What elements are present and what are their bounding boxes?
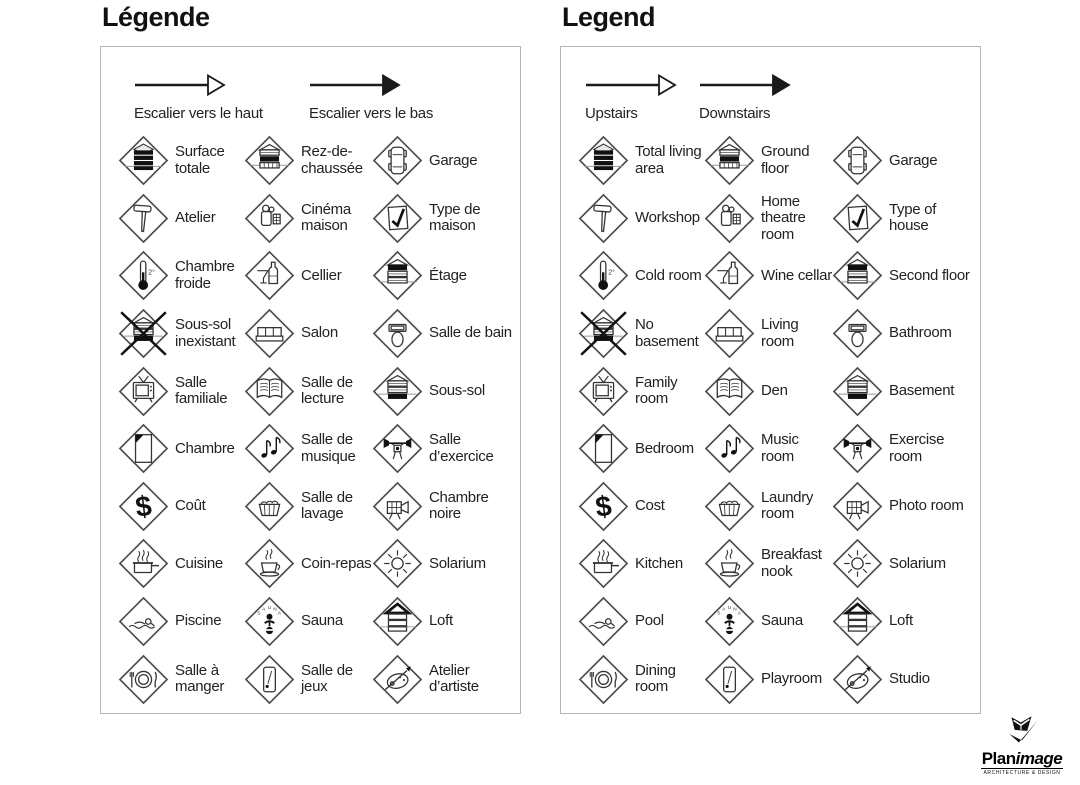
legend-item [704, 650, 832, 708]
legend-item-label: Type of house [889, 200, 937, 235]
legend-item-label: Chambre noire [429, 488, 489, 523]
stack-top-icon [372, 250, 423, 301]
legend-item-label: Bathroom [889, 324, 952, 342]
svg-text:U: U [727, 605, 732, 611]
legend-item [832, 593, 975, 651]
bed-icon [578, 423, 629, 474]
stack-ground-icon [704, 135, 755, 186]
legend-item-label: Cuisine [175, 554, 223, 572]
legend-item [704, 305, 832, 363]
legend-item [832, 247, 975, 305]
loft-icon [832, 596, 883, 647]
sun-icon [832, 538, 883, 589]
toilet-icon [832, 308, 883, 359]
barbell-icon [832, 423, 883, 474]
legend-item [244, 305, 372, 363]
legend-item [244, 478, 372, 536]
legend-item-label: Living room [761, 316, 799, 350]
legend-item-label: Garage [429, 151, 478, 169]
legend-item [244, 362, 372, 420]
legend-item-label: Bedroom [635, 439, 694, 457]
legend-item [704, 593, 832, 651]
legend-items-grid [118, 132, 515, 708]
legend-item [832, 362, 975, 420]
legend-item-label: Atelier [175, 209, 216, 227]
stack-bottom-icon [372, 366, 423, 417]
legend-item-label: Solarium [429, 554, 486, 572]
legend-item-label: Cold room [635, 266, 702, 284]
stairs-up-arrow-icon [585, 73, 677, 97]
legend-item [118, 190, 244, 248]
legend-item [372, 535, 515, 593]
legend-item [118, 247, 244, 305]
hammer-icon [118, 193, 169, 244]
svg-text:N: N [733, 607, 737, 613]
cup-icon [704, 538, 755, 589]
legend-item-label: Exercise room [889, 431, 945, 465]
legend-item-label: Coin-repas [301, 554, 372, 572]
stair-arrows-section [561, 47, 980, 131]
legend-item [372, 650, 515, 708]
stack-all-icon [118, 135, 169, 186]
legend-item-label: Den [761, 381, 788, 399]
legend-item [372, 190, 515, 248]
legend-item [578, 247, 704, 305]
legend-item [578, 535, 704, 593]
svg-text:S: S [257, 611, 261, 617]
stairs-down-arrow-icon [699, 73, 791, 97]
legend-item [118, 478, 244, 536]
legend-item [372, 593, 515, 651]
plate-icon [118, 654, 169, 705]
legend-item [244, 593, 372, 651]
legend-item-label: Surface totale [175, 143, 225, 177]
stair-arrow-solid [699, 73, 791, 122]
legend-item [118, 593, 244, 651]
legend-item-label: Loft [429, 612, 453, 630]
legend-item [704, 362, 832, 420]
legend-item-label: Family room [635, 373, 678, 408]
stack-top-icon [832, 250, 883, 301]
legend-item [118, 420, 244, 478]
hammer-icon [578, 193, 629, 244]
pool-table-icon [244, 654, 295, 705]
legend-item-label: Photo room [889, 497, 964, 515]
planimage-logo [972, 716, 1072, 776]
legend-item [372, 478, 515, 536]
pot-icon [578, 538, 629, 589]
planimage-logo-text [981, 750, 1064, 769]
stair-arrow-open [134, 73, 263, 122]
dollar-icon [578, 481, 629, 532]
legend-item [118, 650, 244, 708]
legend-item-label: Sous-sol [429, 381, 485, 399]
stack-bottom-icon [832, 366, 883, 417]
legend-item-label: Salle de lavage [301, 488, 353, 523]
legend-item [704, 478, 832, 536]
legend-item [118, 535, 244, 593]
cup-icon [244, 538, 295, 589]
legend-item-label: Sauna [761, 612, 803, 630]
legend-title-english: Legend [562, 2, 656, 32]
legend-item [832, 190, 975, 248]
legend-item-label: Salle de bain [429, 324, 512, 342]
stair-arrow-solid [309, 73, 433, 122]
svg-text:N: N [273, 607, 277, 613]
legend-item [244, 190, 372, 248]
sun-icon [372, 538, 423, 589]
legend-item [118, 362, 244, 420]
svg-text:A: A [737, 611, 741, 617]
legend-item [704, 132, 832, 190]
legend-item-label: Cellier [301, 266, 342, 284]
legend-item [372, 305, 515, 363]
book-icon [244, 366, 295, 417]
camera-icon [372, 481, 423, 532]
legend-item-label: Ground floor [761, 143, 810, 177]
legend-panel-english [560, 46, 981, 714]
legend-item [578, 420, 704, 478]
stack-all-icon [578, 135, 629, 186]
legend-item [244, 535, 372, 593]
legend-item-label: Salle de musique [301, 431, 356, 465]
plate-icon [578, 654, 629, 705]
legend-item-label: Piscine [175, 612, 222, 630]
legend-item-label: Garage [889, 151, 938, 169]
legend-title-french: Légende [102, 2, 210, 32]
swimmer-icon [118, 596, 169, 647]
projector-icon [704, 193, 755, 244]
legend-item [244, 650, 372, 708]
svg-text:2°: 2° [148, 269, 155, 277]
bed-icon [118, 423, 169, 474]
logo-brand-bold: Plan [981, 749, 1016, 768]
svg-text:$: $ [133, 490, 154, 524]
legend-items-grid [578, 132, 975, 708]
thermometer-icon [118, 250, 169, 301]
legend-item-label: Basement [889, 381, 955, 399]
stair-arrow-label: Downstairs [699, 105, 771, 122]
stair-arrow-label: Escalier vers le bas [309, 105, 434, 122]
legend-item-label: Étage [429, 266, 467, 284]
legend-item-label: Wine cellar [761, 266, 832, 284]
legend-item [704, 190, 832, 248]
music-notes-icon [704, 423, 755, 474]
legend-item-label: Salle de jeux [301, 661, 353, 696]
svg-text:A: A [262, 607, 266, 613]
legend-item-label: Chambre [175, 439, 235, 457]
stack-ground-icon [244, 135, 295, 186]
legend-item [578, 362, 704, 420]
legend-item-label: Sous-sol inexistant [175, 316, 236, 350]
legend-item [372, 420, 515, 478]
tv-icon [578, 366, 629, 417]
legend-item [372, 362, 515, 420]
car-icon [832, 135, 883, 186]
no-basement-icon [578, 308, 629, 359]
palette-icon [372, 654, 423, 705]
palette-icon [832, 654, 883, 705]
legend-item [832, 305, 975, 363]
legend-item [578, 593, 704, 651]
legend-item-label: Music room [761, 431, 799, 465]
legend-item [578, 190, 704, 248]
basket-icon [244, 481, 295, 532]
legend-item [578, 305, 704, 363]
legend-panel-french [100, 46, 521, 714]
toilet-icon [372, 308, 423, 359]
pot-icon [118, 538, 169, 589]
legend-item-label: Loft [889, 612, 913, 630]
legend-item-label: Kitchen [635, 554, 683, 572]
legend-item [578, 478, 704, 536]
legend-item-label: Breakfast nook [761, 546, 822, 580]
legend-item-label: Home theatre room [761, 192, 806, 243]
legend-item-label: Dining room [635, 661, 676, 696]
legend-item-label: Solarium [889, 554, 946, 572]
no-basement-icon [118, 308, 169, 359]
legend-item [832, 132, 975, 190]
legend-item-label: Salle familiale [175, 373, 228, 408]
legend-item-label: Atelier d’artiste [429, 661, 479, 696]
legend-item-label: Total living area [635, 143, 702, 177]
legend-item [244, 247, 372, 305]
wine-icon [244, 250, 295, 301]
loft-icon [372, 596, 423, 647]
stair-arrow-label: Escalier vers le haut [134, 105, 263, 122]
thermometer-icon [578, 250, 629, 301]
legend-item-label: Type de maison [429, 200, 481, 235]
basket-icon [704, 481, 755, 532]
legend-item [704, 420, 832, 478]
legend-item [372, 132, 515, 190]
camera-icon [832, 481, 883, 532]
dollar-icon [118, 481, 169, 532]
wine-icon [704, 250, 755, 301]
legend-item [244, 132, 372, 190]
stair-arrows-section [101, 47, 520, 131]
legend-item-label: Chambre froide [175, 258, 235, 292]
legend-item-label: Laundry room [761, 488, 814, 523]
legend-item-label: Playroom [761, 669, 822, 687]
legend-item [832, 420, 975, 478]
legend-item-label: Coût [175, 497, 206, 515]
svg-text:A: A [277, 611, 281, 617]
car-icon [372, 135, 423, 186]
swimmer-icon [578, 596, 629, 647]
legend-item [832, 535, 975, 593]
pool-table-icon [704, 654, 755, 705]
legend-item [578, 132, 704, 190]
stairs-down-arrow-icon [309, 73, 401, 97]
stairs-up-arrow-icon [134, 73, 226, 97]
check-doc-icon [832, 193, 883, 244]
book-icon [704, 366, 755, 417]
legend-item-label: Cinéma maison [301, 200, 351, 235]
legend-item-label: Pool [635, 612, 664, 630]
legend-item [578, 650, 704, 708]
legend-item-label: Salle d’exercice [429, 431, 494, 465]
legend-item [244, 420, 372, 478]
legend-item-label: Sauna [301, 612, 343, 630]
svg-text:A: A [722, 607, 726, 613]
svg-text:$: $ [593, 490, 614, 524]
projector-icon [244, 193, 295, 244]
sauna-icon [244, 596, 295, 647]
legend-item-label: Second floor [889, 266, 970, 284]
stair-arrow-label: Upstairs [585, 105, 638, 122]
sofa-icon [704, 308, 755, 359]
legend-item [118, 305, 244, 363]
stair-arrow-open [585, 73, 677, 122]
legend-item [372, 247, 515, 305]
check-doc-icon [372, 193, 423, 244]
logo-tagline: ARCHITECTURE & DESIGN [983, 770, 1061, 776]
tv-icon [118, 366, 169, 417]
legend-item-label: Workshop [635, 209, 700, 227]
planimage-logo-icon [1001, 716, 1043, 750]
music-notes-icon [244, 423, 295, 474]
legend-item [704, 247, 832, 305]
legend-item-label: Salle de lecture [301, 373, 353, 408]
svg-text:U: U [267, 605, 272, 611]
legend-item-label: No basement [635, 316, 699, 350]
legend-item-label: Studio [889, 669, 930, 687]
sauna-icon [704, 596, 755, 647]
sofa-icon [244, 308, 295, 359]
barbell-icon [372, 423, 423, 474]
legend-item [832, 650, 975, 708]
svg-text:S: S [717, 611, 721, 617]
legend-item-label: Rez-de-chaussée [301, 143, 363, 177]
legend-item [118, 132, 244, 190]
svg-text:2°: 2° [608, 269, 615, 277]
legend-item-label: Salle à manger [175, 661, 225, 696]
legend-item [832, 478, 975, 536]
logo-brand-italic: image [1015, 749, 1063, 768]
legend-item-label: Salon [301, 324, 338, 342]
legend-item [704, 535, 832, 593]
legend-item-label: Cost [635, 497, 665, 515]
